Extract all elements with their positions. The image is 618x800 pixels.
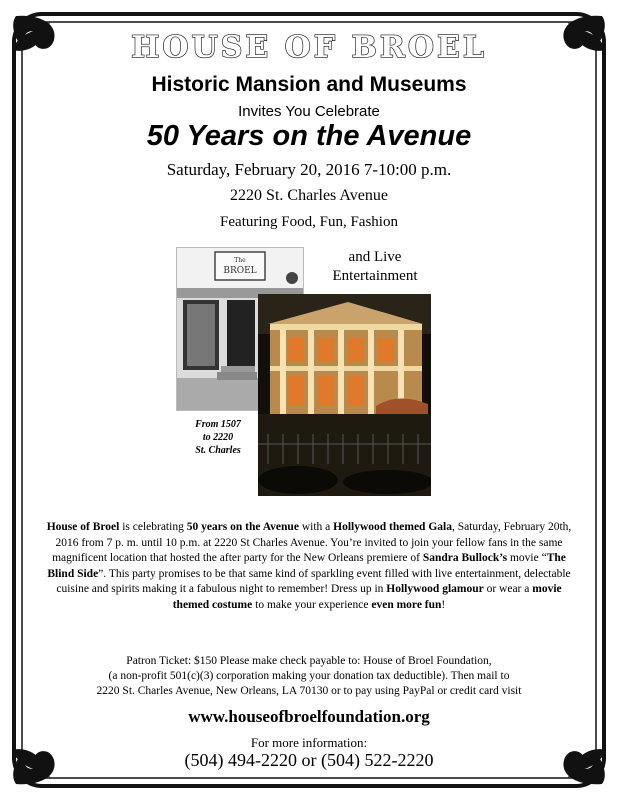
sign-text-broel: BROEL xyxy=(223,266,257,276)
desc-bold-3: Hollywood themed Gala xyxy=(333,521,452,533)
desc-text-3: , Saturday, February 20th, 2016 from 7 p. m. until 10 p.m. at 2220 St Charles Avenue. You’re invited to join your fellow fans in the same magnificent location that hosted the after party for the New Orleans premiere of xyxy=(52,521,572,564)
phone-numbers: (504) 494-2220 or (504) 522-2220 xyxy=(184,750,434,770)
desc-bold-6: Hollywood glamour xyxy=(386,583,484,595)
live-line-2: Entertainment xyxy=(332,268,418,284)
live-line-1: and Live xyxy=(348,249,402,265)
caption-line-1: From 1507 xyxy=(195,419,241,430)
desc-bold-5: The Blind Side xyxy=(47,552,566,580)
patron-ticket-info xyxy=(40,654,578,699)
more-info-label: For more information: xyxy=(250,735,368,750)
event-date: Saturday, February 20, 2016 7-10:00 p.m. xyxy=(166,160,452,179)
desc-bold-4: Sandra Bullock’s xyxy=(422,552,508,564)
desc-bold-8: even more fun xyxy=(371,598,442,611)
desc-text-2: with a xyxy=(298,521,334,533)
patron-line-1: Patron Ticket: $150 Please make check payable to: House of Broel Foundation, xyxy=(126,655,492,667)
subtitle: Historic Mansion and Museums xyxy=(151,73,467,96)
desc-bold-2: 50 years on the Avenue xyxy=(186,521,299,533)
event-title: 50 Years on the Avenue xyxy=(146,120,472,152)
desc-text-4: movie “ xyxy=(507,552,547,564)
featuring-line: Featuring Food, Fun, Fashion xyxy=(220,214,398,230)
sign-text-the: The xyxy=(234,257,246,264)
patron-line-3: 2220 St. Charles Avenue, New Orleans, LA 70130 or to pay using PayPal or credit card visit xyxy=(96,685,522,697)
patron-line-2: (a non-profit 501(c)(3) corporation making your donation tax deductible). Then mail to xyxy=(108,670,510,682)
caption-line-2: to 2220 xyxy=(202,432,234,443)
mansion-night-photo xyxy=(258,294,431,496)
event-description xyxy=(40,520,578,613)
desc-text-7: to make your experience xyxy=(252,598,372,611)
event-address: 2220 St. Charles Avenue xyxy=(230,187,388,204)
desc-text-5: ”. This party promises to be that same kind of sparkling event filled with live entertainment, delectable cuisine and spirits making it a fabulous night to remember! Dress up in xyxy=(56,567,571,595)
website-url: www.houseofbroelfoundation.org xyxy=(188,707,430,726)
desc-bold-7: movie themed costume xyxy=(172,583,562,611)
desc-text-8: ! xyxy=(441,598,446,611)
live-entertainment xyxy=(320,248,430,286)
page-title: HOUSE OF BROEL xyxy=(131,30,487,65)
desc-text-6: or wear a xyxy=(483,583,533,595)
desc-bold-1: House of Broel xyxy=(46,521,120,533)
caption-line-3: St. Charles xyxy=(195,445,241,456)
photo-caption xyxy=(185,418,251,457)
desc-text-1: is celebrating xyxy=(119,521,187,533)
invite-line: Invites You Celebrate xyxy=(238,103,380,120)
